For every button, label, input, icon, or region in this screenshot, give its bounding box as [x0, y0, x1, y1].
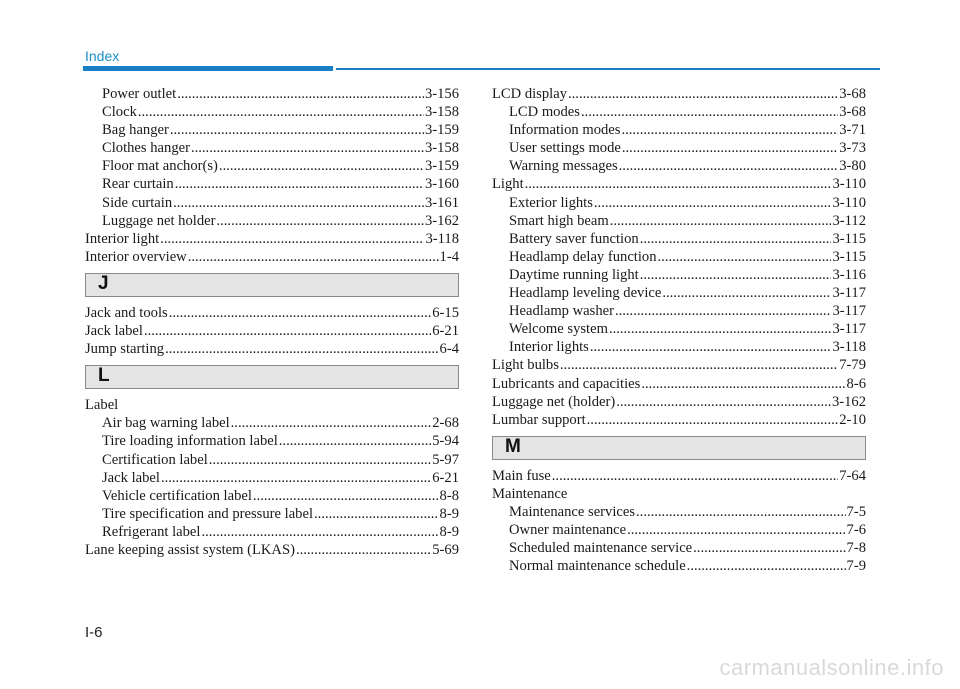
entry-term: Clock — [102, 104, 137, 121]
index-entry — [492, 467, 866, 485]
entry-term: Welcome system — [509, 321, 608, 338]
entry-page-ref[interactable]: 3-159 — [424, 122, 459, 139]
dot-leader — [616, 393, 831, 411]
dot-leader — [216, 212, 423, 230]
entry-page-ref[interactable]: 8-9 — [439, 505, 459, 522]
entry-term: Lane keeping assist system (LKAS) — [85, 541, 295, 558]
index-subentry — [85, 523, 459, 541]
entry-term: Side curtain — [102, 194, 173, 211]
entry-term: Lumbar support — [492, 411, 586, 428]
header-rule-thin — [336, 68, 880, 70]
entry-term: Normal maintenance schedule — [509, 558, 686, 575]
index-subentry — [85, 487, 459, 505]
dot-leader — [662, 284, 831, 302]
index-heading — [85, 396, 459, 414]
dot-leader — [169, 304, 432, 322]
index-heading — [492, 485, 866, 503]
index-entry — [492, 356, 866, 374]
entry-page-ref[interactable]: 6-21 — [432, 323, 459, 340]
dot-leader — [640, 266, 832, 284]
entry-term: Scheduled maintenance service — [509, 540, 693, 557]
entry-term: Headlamp washer — [509, 303, 614, 320]
index-subentry — [492, 230, 866, 248]
dot-leader — [177, 85, 424, 103]
entry-page-ref[interactable]: 6-15 — [432, 304, 459, 321]
section-header-j — [85, 273, 459, 297]
index-subentry — [492, 284, 866, 302]
index-entry — [492, 175, 866, 193]
entry-term: LCD display — [492, 86, 567, 102]
dot-leader — [581, 103, 838, 121]
entry-term: Jack and tools — [85, 304, 168, 321]
page-number: I-6 — [85, 624, 103, 641]
index-entry — [492, 393, 866, 411]
entry-page-ref[interactable]: 3-156 — [424, 86, 459, 102]
dot-leader — [610, 212, 832, 230]
entry-term: Interior lights — [509, 339, 589, 356]
entry-page-ref[interactable]: 3-112 — [832, 212, 866, 229]
page-header-title: Index — [85, 48, 120, 64]
entry-term: Interior overview — [85, 248, 187, 265]
entry-term: Main fuse — [492, 467, 551, 484]
entry-page-ref[interactable]: 5-94 — [432, 433, 459, 450]
dot-leader — [627, 521, 845, 539]
entry-page-ref[interactable]: 8-8 — [439, 487, 459, 504]
dot-leader — [594, 194, 832, 212]
entry-term: Clothes hanger — [102, 140, 190, 157]
index-entry — [85, 322, 459, 340]
dot-leader — [296, 541, 431, 559]
index-subentry — [492, 139, 866, 157]
index-entry — [85, 230, 459, 248]
index-subentry — [492, 248, 866, 266]
entry-term: Headlamp delay function — [509, 248, 657, 265]
dot-leader — [622, 139, 838, 157]
entry-page-ref[interactable]: 5-69 — [432, 541, 459, 558]
entry-term: Maintenance — [492, 485, 568, 502]
entry-page-ref[interactable]: 3-117 — [832, 285, 866, 302]
index-subentry — [85, 121, 459, 139]
dot-leader — [144, 322, 431, 340]
entry-page-ref[interactable]: 2-10 — [839, 411, 866, 428]
entry-term: Tire specification and pressure label — [102, 505, 314, 522]
dot-leader — [175, 175, 424, 193]
entry-term: Tire loading information label — [102, 433, 278, 450]
index-subentry — [85, 157, 459, 175]
index-subentry — [85, 103, 459, 121]
entry-term: Lubricants and capacities — [492, 375, 641, 392]
index-subentry — [85, 469, 459, 487]
dot-leader — [587, 411, 839, 429]
index-entry — [492, 411, 866, 429]
index-entry — [85, 340, 459, 358]
entry-page-ref[interactable]: 7-5 — [846, 503, 866, 520]
dot-leader — [590, 338, 832, 356]
entry-page-ref[interactable]: 8-6 — [846, 375, 866, 392]
dot-leader — [173, 194, 424, 212]
dot-leader — [552, 467, 838, 485]
entry-term: Label — [85, 397, 119, 414]
entry-page-ref[interactable]: 3-158 — [424, 140, 459, 157]
entry-term: Refrigerant label — [102, 523, 201, 540]
dot-leader — [231, 414, 432, 432]
entry-term: Vehicle certification label — [102, 487, 252, 504]
entry-page-ref[interactable]: 3-110 — [832, 194, 866, 211]
entry-page-ref[interactable]: 3-160 — [424, 176, 459, 193]
index-subentry — [492, 212, 866, 230]
dot-leader — [619, 157, 839, 175]
entry-term: Interior light — [85, 230, 160, 247]
entry-page-ref[interactable]: 3-162 — [831, 393, 866, 410]
dot-leader — [253, 487, 439, 505]
dot-leader — [279, 432, 431, 450]
index-subentry — [85, 175, 459, 193]
entry-term: Bag hanger — [102, 122, 169, 139]
index-subentry — [492, 302, 866, 320]
entry-page-ref[interactable]: 7-9 — [846, 558, 866, 575]
index-subentry — [492, 539, 866, 557]
entry-page-ref[interactable]: 3-118 — [832, 339, 866, 356]
index-entry — [492, 85, 866, 103]
entry-page-ref[interactable]: 7-79 — [839, 357, 866, 374]
entry-term: Floor mat anchor(s) — [102, 158, 218, 175]
entry-term: Information modes — [509, 122, 621, 139]
dot-leader — [160, 230, 424, 248]
entry-page-ref[interactable]: 3-115 — [832, 230, 866, 247]
entry-page-ref[interactable]: 3-115 — [832, 248, 866, 265]
entry-page-ref[interactable]: 6-4 — [439, 341, 459, 358]
dot-leader — [525, 175, 832, 193]
entry-page-ref[interactable]: 3-162 — [424, 212, 459, 229]
entry-page-ref[interactable]: 3-68 — [839, 86, 866, 102]
index-subentry — [492, 503, 866, 521]
index-column-right — [492, 85, 866, 575]
section-letter: M — [505, 435, 521, 457]
entry-page-ref[interactable]: 3-73 — [839, 140, 866, 157]
entry-page-ref[interactable]: 1-4 — [439, 248, 459, 265]
index-subentry — [492, 557, 866, 575]
entry-term: Owner maintenance — [509, 522, 627, 539]
index-subentry — [85, 414, 459, 432]
entry-term: Luggage net (holder) — [492, 393, 616, 410]
entry-page-ref[interactable]: 3-80 — [839, 158, 866, 175]
index-column-left — [85, 85, 459, 559]
dot-leader — [609, 320, 832, 338]
entry-page-ref[interactable]: 7-6 — [846, 522, 866, 539]
entry-page-ref[interactable]: 6-21 — [432, 469, 459, 486]
index-subentry — [85, 139, 459, 157]
entry-term: Light — [492, 176, 524, 193]
section-header-l — [85, 365, 459, 389]
entry-term: Power outlet — [102, 86, 177, 102]
index-subentry — [85, 194, 459, 212]
entry-page-ref[interactable]: 5-97 — [432, 451, 459, 468]
entry-term: Daytime running light — [509, 266, 639, 283]
entry-term: Headlamp leveling device — [509, 285, 662, 302]
dot-leader — [636, 503, 846, 521]
entry-term: Light bulbs — [492, 357, 559, 374]
dot-leader — [170, 121, 424, 139]
entry-page-ref[interactable]: 3-158 — [424, 104, 459, 121]
entry-term: Rear curtain — [102, 176, 174, 193]
section-letter: L — [98, 365, 110, 387]
dot-leader — [165, 340, 438, 358]
entry-page-ref[interactable]: 7-64 — [839, 467, 866, 484]
entry-page-ref[interactable]: 3-117 — [832, 303, 866, 320]
entry-page-ref[interactable]: 8-9 — [439, 523, 459, 540]
entry-page-ref[interactable]: 3-110 — [832, 176, 866, 193]
entry-page-ref[interactable]: 3-116 — [832, 266, 866, 283]
index-subentry — [85, 451, 459, 469]
entry-page-ref[interactable]: 3-161 — [424, 194, 459, 211]
entry-term: Jack label — [102, 469, 160, 486]
index-subentry — [492, 103, 866, 121]
entry-term: Air bag warning label — [102, 415, 230, 432]
dot-leader — [219, 157, 424, 175]
dot-leader — [568, 85, 838, 103]
entry-term: Battery saver function — [509, 230, 639, 247]
dot-leader — [138, 103, 424, 121]
entry-term: Maintenance services — [509, 503, 636, 520]
index-entry — [85, 304, 459, 322]
dot-leader — [161, 469, 431, 487]
index-subentry — [492, 266, 866, 284]
dot-leader — [560, 356, 838, 374]
dot-leader — [314, 505, 439, 523]
index-entry — [85, 248, 459, 266]
index-subentry — [85, 432, 459, 450]
dot-leader — [615, 302, 832, 320]
index-subentry — [85, 85, 459, 103]
entry-term: Smart high beam — [509, 212, 609, 229]
index-subentry — [492, 338, 866, 356]
index-subentry — [492, 521, 866, 539]
entry-page-ref[interactable]: 7-8 — [846, 540, 866, 557]
dot-leader — [191, 139, 424, 157]
entry-term: Certification label — [102, 451, 208, 468]
dot-leader — [640, 230, 832, 248]
index-entry — [85, 541, 459, 559]
entry-term: Luggage net holder — [102, 212, 216, 229]
dot-leader — [201, 523, 438, 541]
entry-term: Jack label — [85, 323, 143, 340]
watermark: carmanualsonline.info — [719, 655, 944, 680]
entry-page-ref[interactable]: 3-117 — [832, 321, 866, 338]
dot-leader — [658, 248, 832, 266]
entry-page-ref[interactable]: 2-68 — [432, 415, 459, 432]
dot-leader — [188, 248, 439, 266]
dot-leader — [693, 539, 845, 557]
index-subentry — [492, 121, 866, 139]
section-letter: J — [98, 272, 109, 294]
entry-term: Exterior lights — [509, 194, 593, 211]
index-subentry — [85, 212, 459, 230]
index-subentry — [492, 157, 866, 175]
index-subentry — [492, 320, 866, 338]
dot-leader — [621, 121, 838, 139]
entry-page-ref[interactable]: 3-71 — [839, 122, 866, 139]
entry-term: Warning messages — [509, 158, 618, 175]
header-rule-thick — [83, 66, 333, 71]
dot-leader — [687, 557, 846, 575]
dot-leader — [641, 375, 845, 393]
entry-term: User settings mode — [509, 140, 621, 157]
index-subentry — [492, 194, 866, 212]
entry-page-ref[interactable]: 3-68 — [839, 104, 866, 121]
dot-leader — [209, 451, 431, 469]
index-entry — [492, 375, 866, 393]
index-subentry — [85, 505, 459, 523]
entry-term: LCD modes — [509, 104, 580, 121]
entry-page-ref[interactable]: 3-118 — [425, 230, 459, 247]
entry-page-ref[interactable]: 3-159 — [424, 158, 459, 175]
section-header-m — [492, 436, 866, 460]
entry-term: Jump starting — [85, 341, 165, 358]
